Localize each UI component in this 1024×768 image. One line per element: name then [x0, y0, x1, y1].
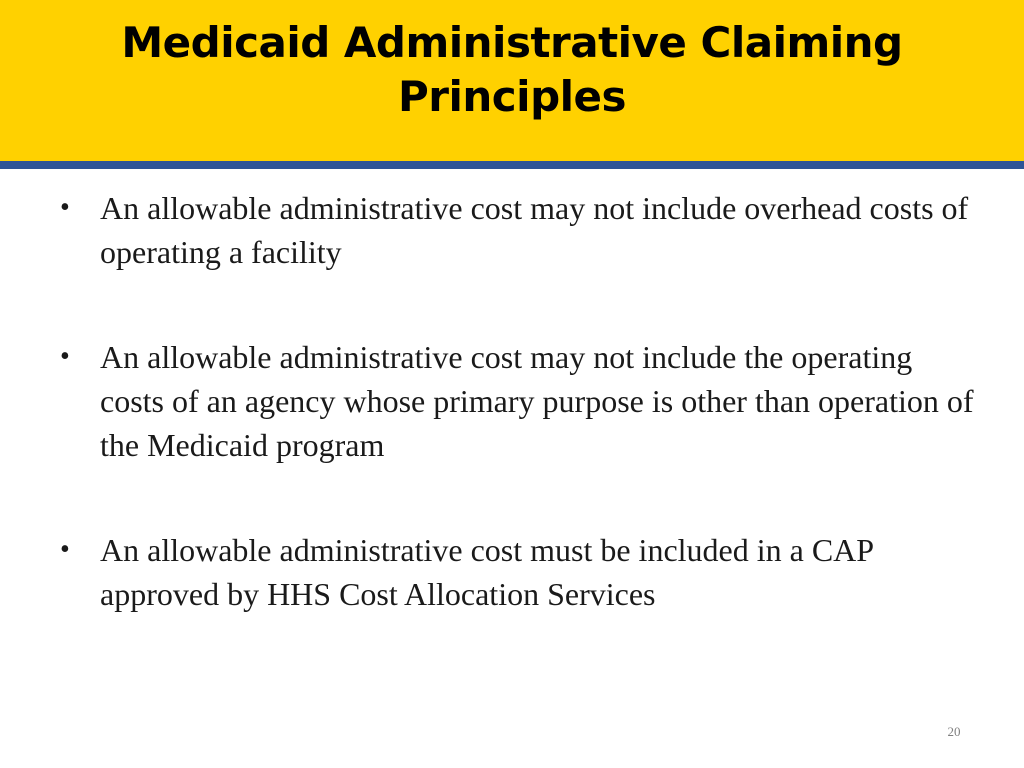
bullet-text: An allowable administrative cost may not include the operating costs of an agency whose primary purpose is other than operation of the Medicaid program: [100, 339, 974, 463]
bullet-item: [58, 186, 978, 274]
bullet-marker-icon: •: [60, 192, 70, 223]
page-number: 20: [947, 724, 961, 739]
bullet-item: [58, 335, 978, 467]
bullet-text: An allowable administrative cost may not include overhead costs of operating a facility: [100, 190, 969, 270]
bullet-marker-icon: •: [60, 341, 70, 372]
slide-title: Medicaid Administrative Claiming Principles: [121, 18, 903, 121]
bullet-list: [58, 186, 978, 616]
title-divider: [0, 161, 1024, 169]
bullet-item: [58, 528, 978, 616]
bullet-marker-icon: •: [60, 534, 70, 565]
bullet-text: An allowable administrative cost must be included in a CAP approved by HHS Cost Allocation Services: [100, 532, 873, 612]
